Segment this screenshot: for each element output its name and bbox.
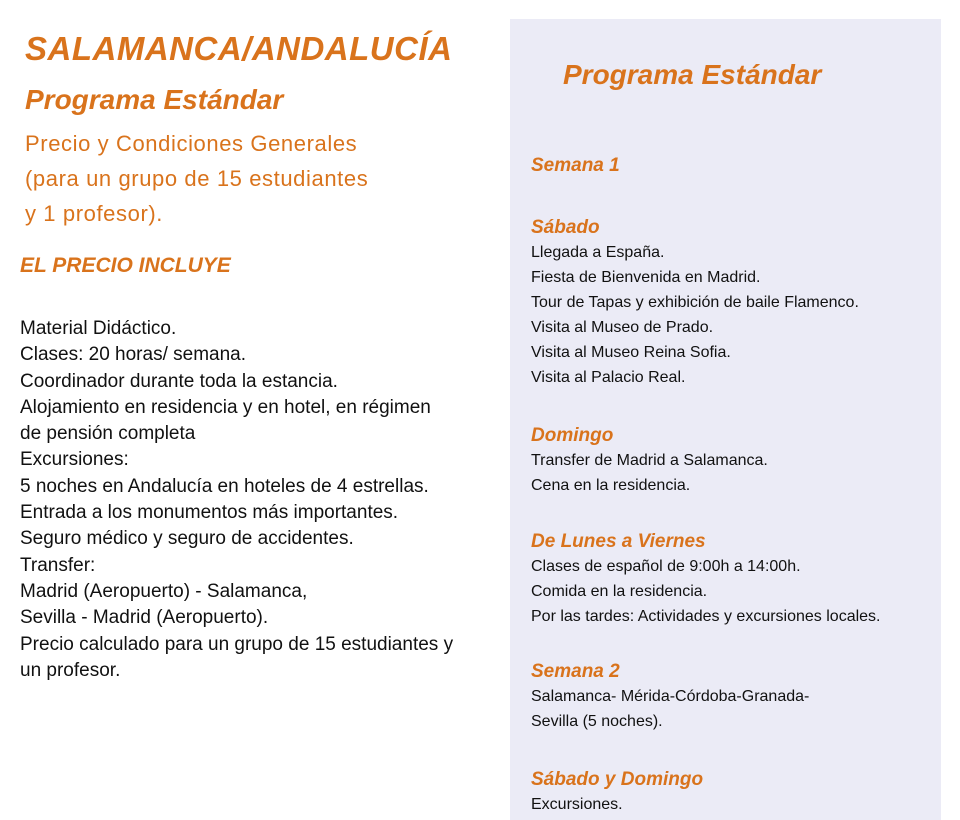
- list-item: Clases de español de 9:00h a 14:00h.: [531, 558, 801, 575]
- section-sabado-domingo: [531, 767, 931, 817]
- program-subtitle: Programa Estándar: [25, 84, 284, 115]
- program-title: Programa Estándar: [563, 59, 822, 90]
- section-title: Semana 2: [531, 661, 620, 682]
- list-item: Por las tardes: Actividades y excursiones locales.: [531, 608, 881, 625]
- section-semana-1: [531, 153, 931, 178]
- section-title: Sábado y Domingo: [531, 769, 704, 790]
- section-items: [531, 792, 931, 817]
- list-item: Visita al Museo de Prado.: [531, 319, 714, 336]
- section-title: Domingo: [531, 425, 614, 446]
- includes-line: Alojamiento en residencia y en hotel, en régimen: [20, 396, 431, 418]
- price-conditions-description: [25, 126, 368, 231]
- section-items: [531, 448, 931, 498]
- list-item: Comida en la residencia.: [531, 583, 708, 600]
- includes-list: [20, 316, 490, 684]
- includes-line: Seguro médico y seguro de accidentes.: [20, 528, 354, 550]
- section-title: De Lunes a Viernes: [531, 531, 706, 552]
- page-title: SALAMANCA/ANDALUCÍA: [25, 30, 453, 67]
- includes-line: Material Didáctico.: [20, 318, 177, 339]
- section-items: [531, 554, 931, 629]
- includes-line: Transfer:: [20, 554, 96, 576]
- description-line: (para un grupo de 15 estudiantes: [25, 166, 369, 191]
- includes-line: de pensión completa: [20, 423, 196, 445]
- program-panel: [510, 19, 941, 820]
- description-line: y 1 profesor).: [25, 201, 164, 226]
- includes-line: Coordinador durante toda la estancia.: [20, 370, 338, 392]
- includes-line: Excursiones:: [20, 449, 129, 471]
- section-title: Semana 1: [531, 155, 620, 176]
- list-item: Fiesta de Bienvenida en Madrid.: [531, 269, 761, 286]
- section-lunes-viernes: [531, 529, 931, 629]
- includes-line: Entrada a los monumentos más importantes.: [20, 502, 399, 524]
- list-item: Tour de Tapas y exhibición de baile Flamenco.: [531, 294, 859, 311]
- section-items: [531, 240, 931, 390]
- list-item: Visita al Museo Reina Sofia.: [531, 344, 731, 361]
- list-item: Cena en la residencia.: [531, 477, 691, 494]
- includes-heading: EL PRECIO INCLUYE: [20, 254, 231, 277]
- list-item: Sevilla (5 noches).: [531, 713, 663, 730]
- list-item: Salamanca- Mérida-Córdoba-Granada-: [531, 688, 810, 705]
- includes-line: Precio calculado para un grupo de 15 estudiantes y: [20, 633, 454, 655]
- section-semana-2: [531, 659, 931, 734]
- list-item: Visita al Palacio Real.: [531, 369, 686, 386]
- includes-line: 5 noches en Andalucía en hoteles de 4 estrellas.: [20, 475, 429, 497]
- includes-line: Madrid (Aeropuerto) - Salamanca,: [20, 580, 308, 602]
- includes-line: Clases: 20 horas/ semana.: [20, 344, 247, 366]
- list-item: Transfer de Madrid a Salamanca.: [531, 452, 768, 469]
- list-item: Excursiones.: [531, 796, 623, 813]
- section-title: Sábado: [531, 217, 600, 238]
- list-item: Llegada a España.: [531, 244, 665, 261]
- includes-line: Sevilla - Madrid (Aeropuerto).: [20, 607, 269, 629]
- section-domingo: [531, 423, 931, 498]
- includes-line: un profesor.: [20, 659, 121, 681]
- section-sabado: [531, 215, 931, 390]
- section-items: [531, 684, 931, 734]
- description-line: Precio y Condiciones Generales: [25, 131, 358, 156]
